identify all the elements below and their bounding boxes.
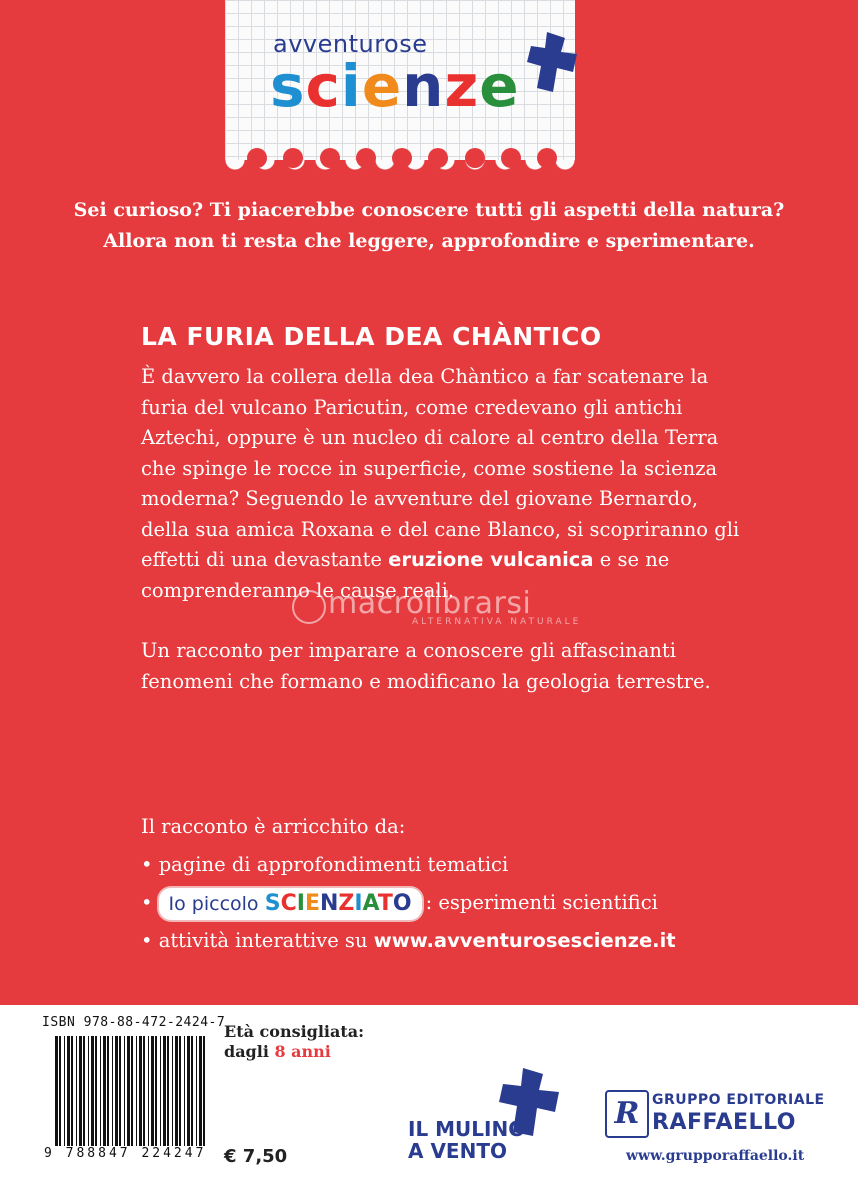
barcode-bar	[119, 1036, 121, 1146]
barcode-bar	[184, 1036, 185, 1146]
badge-letter: C	[280, 890, 297, 916]
badge-letter: I	[354, 890, 363, 916]
barcode-bar	[107, 1036, 109, 1146]
features-list	[141, 808, 676, 960]
series-letter: s	[270, 52, 306, 120]
barcode-bar	[124, 1036, 125, 1146]
series-name-top: avventurose	[273, 30, 428, 58]
barcode-bar	[139, 1036, 142, 1146]
badge-letter: Z	[338, 890, 355, 916]
badge-letter: I	[296, 890, 305, 916]
barcode-bar	[64, 1036, 65, 1146]
series-letter: c	[305, 52, 341, 120]
barcode-bar	[79, 1036, 82, 1146]
barcode-bar	[191, 1036, 193, 1146]
feature-item-2: • Io piccolo SCIENZIATO : esperimenti scientifici	[141, 884, 676, 922]
barcode-bar	[67, 1036, 70, 1146]
barcode-bar	[95, 1036, 97, 1146]
barcode-bar	[143, 1036, 145, 1146]
barcode-bar	[88, 1036, 89, 1146]
notepad-holes	[225, 148, 575, 178]
barcode-bar	[175, 1036, 178, 1146]
raffaello-url[interactable]: www.grupporaffaello.it	[626, 1148, 805, 1164]
barcode-bar	[179, 1036, 181, 1146]
barcode-bar	[196, 1036, 197, 1146]
barcode-bar	[55, 1036, 58, 1146]
raffaello-line-1: GRUPPO EDITORIALE	[652, 1092, 825, 1108]
barcode-bar	[187, 1036, 190, 1146]
watermark-leaf-icon	[292, 590, 326, 624]
watermark	[292, 586, 581, 627]
highlight-term: eruzione vulcanica	[388, 548, 594, 571]
age-recommendation: Età consigliata: dagli 8 anni	[224, 1022, 365, 1061]
book-description	[141, 362, 741, 727]
series-letter: i	[340, 52, 362, 120]
barcode-bar	[151, 1036, 154, 1146]
book-title: LA FURIA DELLA DEA CHÀNTICO	[141, 322, 602, 351]
barcode-bar	[167, 1036, 169, 1146]
mulino-logo-text: IL MULINO A VENTO	[408, 1117, 526, 1163]
badge-letter: T	[377, 890, 393, 916]
barcode-bar	[112, 1036, 113, 1146]
feature-item-1: • pagine di approfondimenti tematici	[141, 853, 509, 876]
barcode-bar	[172, 1036, 173, 1146]
barcode-bar	[83, 1036, 85, 1146]
intro-line-2: Allora non ti resta che leggere, approfondire e sperimentare.	[103, 230, 755, 252]
watermark-main: macrolibrarsi	[328, 586, 532, 621]
barcode-bar	[71, 1036, 73, 1146]
badge-letter: A	[362, 890, 378, 916]
barcode-bar	[76, 1036, 77, 1146]
piccolo-scienziato-badge: Io piccolo SCIENZIATO	[159, 888, 422, 920]
price: € 7,50	[224, 1146, 288, 1167]
description-paragraph-1: È davvero la collera della dea Chàntico a far scatenare la furia del vulcano Paricutin, come credevano gli antichi Aztechi, oppure è un nucleo di calore al centro della Terra che spinge le rocce in superficie, come sostiene la scienza moderna? Seguendo le avventure del giovane Bernardo, della sua amica Roxana e del cane Blanco, si scopriranno gli effetti di una devastante eruzione vulcanica e se ne comprenderanno le cause reali.	[141, 365, 740, 602]
barcode-bar	[148, 1036, 149, 1146]
barcode-bar	[131, 1036, 133, 1146]
badge-letter: E	[304, 890, 320, 916]
raffaello-line-2: RAFFAELLO	[652, 1110, 797, 1135]
series-name-main	[270, 52, 520, 120]
badge-letter: S	[264, 890, 281, 916]
barcode-bar	[103, 1036, 106, 1146]
features-intro: Il racconto è arricchito da:	[141, 815, 406, 838]
series-cross-icon	[525, 30, 585, 100]
badge-letter: N	[319, 890, 339, 916]
series-letter: n	[402, 52, 445, 120]
series-letter: e	[361, 52, 403, 120]
series-letter: e	[479, 52, 520, 120]
description-paragraph-2: Un racconto per imparare a conoscere gli affascinanti fenomeni che formano e modificano la geologia terrestre.	[141, 639, 711, 693]
barcode-bar	[91, 1036, 94, 1146]
intro-text	[40, 195, 818, 257]
barcode-bar	[160, 1036, 161, 1146]
barcode-number: 9 788847 224247	[44, 1146, 207, 1161]
feature-item-3: • attività interattive su www.avventurosescienze.it	[141, 929, 676, 952]
isbn-text: ISBN 978-88-472-2424-7	[42, 1015, 226, 1030]
intro-line-1: Sei curioso? Ti piacerebbe conoscere tutti gli aspetti della natura?	[73, 199, 785, 221]
barcode-bar	[127, 1036, 130, 1146]
badge-letter: O	[392, 890, 412, 916]
barcode	[55, 1036, 205, 1146]
barcode-bar	[203, 1036, 205, 1146]
watermark-sub: ALTERNATIVA NATURALE	[412, 617, 582, 627]
barcode-bar	[155, 1036, 157, 1146]
website-link[interactable]: www.avventurosescienze.it	[373, 929, 676, 952]
barcode-bar	[199, 1036, 202, 1146]
barcode-bar	[115, 1036, 118, 1146]
raffaello-logo-icon: R	[605, 1090, 649, 1138]
barcode-bar	[100, 1036, 101, 1146]
barcode-bar	[163, 1036, 166, 1146]
barcode-bar	[59, 1036, 61, 1146]
barcode-bar	[136, 1036, 137, 1146]
series-letter: z	[444, 52, 480, 120]
